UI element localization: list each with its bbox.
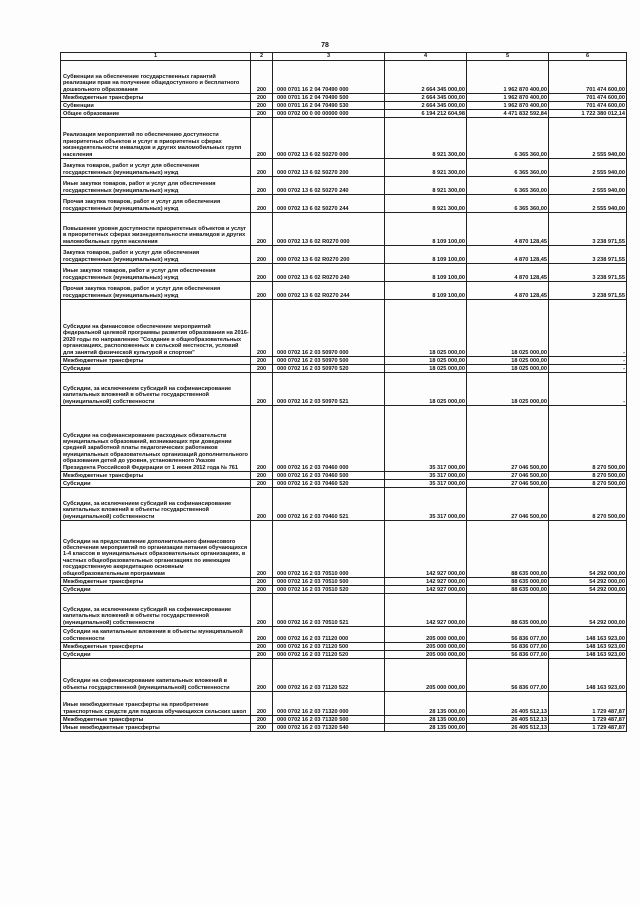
row-line-code: 200 — [251, 406, 273, 472]
table-row — [61, 195, 627, 213]
row-executed-amount: 26 405 512,13 — [467, 724, 549, 732]
row-budget-code: 000 0701 16 2 04 70490 530 — [273, 102, 385, 110]
table-row — [61, 159, 627, 177]
row-executed-amount: 18 025 000,00 — [467, 300, 549, 357]
column-number-5: 5 — [467, 53, 549, 61]
row-executed-amount: 1 962 870 400,00 — [467, 61, 549, 94]
row-approved-amount: 18 025 000,00 — [385, 300, 467, 357]
row-approved-amount: 205 000 000,00 — [385, 643, 467, 651]
row-executed-amount: 56 836 077,00 — [467, 643, 549, 651]
row-executed-amount: 88 635 000,00 — [467, 521, 549, 578]
row-budget-code: 000 0702 13 6 02 R0270 000 — [273, 213, 385, 246]
table-row — [61, 365, 627, 373]
row-name: Субсидии, за исключением субсидий на софинансирование капитальных вложений в объекты государственной (муниципальной) собственности — [61, 594, 251, 627]
row-budget-code: 000 0702 16 2 03 70510 521 — [273, 594, 385, 627]
row-line-code: 200 — [251, 480, 273, 488]
row-name: Субсидии — [61, 586, 251, 594]
row-budget-code: 000 0702 13 6 02 R0270 200 — [273, 246, 385, 264]
row-unexecuted-amount: 148 163 923,00 — [549, 643, 627, 651]
row-unexecuted-amount: 54 292 000,00 — [549, 594, 627, 627]
row-line-code: 200 — [251, 246, 273, 264]
row-executed-amount: 56 836 077,00 — [467, 651, 549, 659]
row-line-code: 200 — [251, 521, 273, 578]
row-executed-amount: 27 046 500,00 — [467, 406, 549, 472]
row-budget-code: 000 0702 16 2 03 70460 521 — [273, 488, 385, 521]
row-unexecuted-amount: 3 238 971,55 — [549, 246, 627, 264]
row-executed-amount: 26 405 512,13 — [467, 692, 549, 716]
row-name: Межбюджетные трансферты — [61, 94, 251, 102]
row-approved-amount: 142 927 000,00 — [385, 586, 467, 594]
row-budget-code: 000 0702 16 2 03 71320 000 — [273, 692, 385, 716]
table-row — [61, 300, 627, 357]
row-approved-amount: 35 317 000,00 — [385, 480, 467, 488]
row-unexecuted-amount: 148 163 923,00 — [549, 659, 627, 692]
row-budget-code: 000 0702 00 0 00 00000 000 — [273, 110, 385, 118]
column-number-4: 4 — [385, 53, 467, 61]
row-executed-amount: 88 635 000,00 — [467, 594, 549, 627]
row-line-code: 200 — [251, 472, 273, 480]
row-executed-amount: 27 046 500,00 — [467, 488, 549, 521]
row-executed-amount: 1 962 870 400,00 — [467, 94, 549, 102]
row-line-code: 200 — [251, 110, 273, 118]
table-row — [61, 61, 627, 94]
row-executed-amount: 6 365 360,00 — [467, 118, 549, 159]
row-budget-code: 000 0702 16 2 03 70460 520 — [273, 480, 385, 488]
row-unexecuted-amount: 8 270 500,00 — [549, 488, 627, 521]
row-line-code: 200 — [251, 357, 273, 365]
row-line-code: 200 — [251, 578, 273, 586]
row-unexecuted-amount: 54 292 000,00 — [549, 586, 627, 594]
row-approved-amount: 28 135 000,00 — [385, 692, 467, 716]
row-name: Иные межбюджетные трансферты — [61, 724, 251, 732]
table-row — [61, 627, 627, 643]
table-row — [61, 578, 627, 586]
row-budget-code: 000 0702 16 2 03 71320 540 — [273, 724, 385, 732]
row-unexecuted-amount: 148 163 923,00 — [549, 627, 627, 643]
row-line-code: 200 — [251, 659, 273, 692]
row-budget-code: 000 0702 16 2 03 70510 520 — [273, 586, 385, 594]
row-name: Субвенции на обеспечение государственных гарантий реализации прав на получение общедоступного и бесплатного дошкольного образования — [61, 61, 251, 94]
row-name: Межбюджетные трансферты — [61, 578, 251, 586]
table-row — [61, 716, 627, 724]
row-executed-amount: 56 836 077,00 — [467, 659, 549, 692]
row-unexecuted-amount: 701 474 600,00 — [549, 61, 627, 94]
row-budget-code: 000 0702 16 2 03 70460 500 — [273, 472, 385, 480]
table-row — [61, 406, 627, 472]
table-row — [61, 246, 627, 264]
row-approved-amount: 35 317 000,00 — [385, 488, 467, 521]
row-unexecuted-amount: 8 270 500,00 — [549, 472, 627, 480]
row-line-code: 200 — [251, 594, 273, 627]
row-executed-amount: 6 365 360,00 — [467, 159, 549, 177]
row-budget-code: 000 0702 16 2 03 71120 500 — [273, 643, 385, 651]
row-executed-amount: 4 870 128,45 — [467, 246, 549, 264]
row-unexecuted-amount: 8 270 500,00 — [549, 480, 627, 488]
row-name: Закупка товаров, работ и услуг для обеспечения государственных (муниципальных) нужд — [61, 159, 251, 177]
row-budget-code: 000 0701 16 2 04 70490 500 — [273, 94, 385, 102]
table-row — [61, 724, 627, 732]
row-approved-amount: 8 109 100,00 — [385, 246, 467, 264]
row-budget-code: 000 0702 16 2 03 70460 000 — [273, 406, 385, 472]
row-name: Субсидии на финансовое обеспечение мероприятий федеральной целевой программы развития образования на 2016-2020 годы по направлению "Создание в общеобразовательных организациях, расположенных в сельской местности, условий для занятий физической культурой и спортом" — [61, 300, 251, 357]
row-unexecuted-amount: 701 474 600,00 — [549, 94, 627, 102]
table-row — [61, 643, 627, 651]
row-executed-amount: 6 365 360,00 — [467, 195, 549, 213]
row-line-code: 200 — [251, 365, 273, 373]
row-unexecuted-amount: 2 555 940,00 — [549, 159, 627, 177]
row-name: Прочая закупка товаров, работ и услуг для обеспечения государственных (муниципальных) нужд — [61, 282, 251, 300]
row-line-code: 200 — [251, 300, 273, 357]
row-unexecuted-amount: - — [549, 300, 627, 357]
row-unexecuted-amount: 1 722 380 012,14 — [549, 110, 627, 118]
row-approved-amount: 28 135 000,00 — [385, 716, 467, 724]
row-unexecuted-amount: 54 292 000,00 — [549, 521, 627, 578]
row-line-code: 200 — [251, 724, 273, 732]
row-unexecuted-amount: 8 270 500,00 — [549, 406, 627, 472]
row-budget-code: 000 0702 16 2 03 70510 500 — [273, 578, 385, 586]
row-budget-code: 000 0702 13 6 02 50270 000 — [273, 118, 385, 159]
row-unexecuted-amount: 701 474 600,00 — [549, 102, 627, 110]
row-budget-code: 000 0702 16 2 03 50970 500 — [273, 357, 385, 365]
column-number-2: 2 — [251, 53, 273, 61]
row-name: Иные закупки товаров, работ и услуг для обеспечения государственных (муниципальных) нужд — [61, 177, 251, 195]
row-executed-amount: 26 405 512,13 — [467, 716, 549, 724]
row-line-code: 200 — [251, 195, 273, 213]
row-approved-amount: 8 109 100,00 — [385, 213, 467, 246]
row-executed-amount: 88 635 000,00 — [467, 586, 549, 594]
row-name: Субсидии на софинансирование капитальных вложений в объекты государственной (муниципальной) собственности — [61, 659, 251, 692]
row-name: Субсидии — [61, 365, 251, 373]
row-line-code: 200 — [251, 159, 273, 177]
row-budget-code: 000 0702 16 2 03 71120 522 — [273, 659, 385, 692]
column-number-row — [61, 53, 627, 61]
table-row — [61, 373, 627, 406]
row-name: Межбюджетные трансферты — [61, 357, 251, 365]
table-row — [61, 118, 627, 159]
row-approved-amount: 8 109 100,00 — [385, 282, 467, 300]
row-unexecuted-amount: 1 729 487,87 — [549, 716, 627, 724]
row-line-code: 200 — [251, 282, 273, 300]
row-executed-amount: 4 870 128,45 — [467, 264, 549, 282]
row-line-code: 200 — [251, 373, 273, 406]
row-line-code: 200 — [251, 586, 273, 594]
table-row — [61, 521, 627, 578]
table-row — [61, 488, 627, 521]
row-name: Межбюджетные трансферты — [61, 716, 251, 724]
row-budget-code: 000 0702 13 6 02 50270 244 — [273, 195, 385, 213]
row-unexecuted-amount: - — [549, 357, 627, 365]
budget-table — [60, 52, 627, 732]
row-approved-amount: 142 927 000,00 — [385, 578, 467, 586]
row-executed-amount: 4 870 128,45 — [467, 213, 549, 246]
row-approved-amount: 18 025 000,00 — [385, 357, 467, 365]
row-executed-amount: 18 025 000,00 — [467, 357, 549, 365]
row-budget-code: 000 0702 13 6 02 R0270 244 — [273, 282, 385, 300]
row-line-code: 200 — [251, 627, 273, 643]
row-unexecuted-amount: 3 238 971,55 — [549, 282, 627, 300]
row-line-code: 200 — [251, 213, 273, 246]
row-executed-amount: 1 962 870 400,00 — [467, 102, 549, 110]
row-unexecuted-amount: - — [549, 365, 627, 373]
row-name: Субсидии — [61, 651, 251, 659]
row-line-code: 200 — [251, 264, 273, 282]
row-budget-code: 000 0702 16 2 03 71120 000 — [273, 627, 385, 643]
row-approved-amount: 8 921 300,00 — [385, 195, 467, 213]
row-executed-amount: 6 365 360,00 — [467, 177, 549, 195]
column-number-6: 6 — [549, 53, 627, 61]
row-approved-amount: 8 109 100,00 — [385, 264, 467, 282]
row-line-code: 200 — [251, 177, 273, 195]
row-approved-amount: 6 194 212 604,98 — [385, 110, 467, 118]
row-executed-amount: 56 836 077,00 — [467, 627, 549, 643]
row-line-code: 200 — [251, 61, 273, 94]
row-approved-amount: 8 921 300,00 — [385, 118, 467, 159]
row-unexecuted-amount: 2 555 940,00 — [549, 177, 627, 195]
row-budget-code: 000 0702 16 2 03 71320 500 — [273, 716, 385, 724]
table-row — [61, 692, 627, 716]
row-name: Межбюджетные трансферты — [61, 643, 251, 651]
table-row — [61, 651, 627, 659]
row-unexecuted-amount: - — [549, 373, 627, 406]
table-row — [61, 94, 627, 102]
row-name: Субсидии, за исключением субсидий на софинансирование капитальных вложений в объекты государственной (муниципальной) собственности — [61, 488, 251, 521]
row-line-code: 200 — [251, 692, 273, 716]
row-executed-amount: 4 471 832 592,84 — [467, 110, 549, 118]
row-budget-code: 000 0702 13 6 02 50270 200 — [273, 159, 385, 177]
row-executed-amount: 18 025 000,00 — [467, 373, 549, 406]
row-budget-code: 000 0702 13 6 02 R0270 240 — [273, 264, 385, 282]
table-row — [61, 264, 627, 282]
row-line-code: 200 — [251, 643, 273, 651]
row-name: Реализация мероприятий по обеспечению доступности приоритетных объектов и услуг в приоритетных сферах жизнедеятельности инвалидов и других маломобильных групп населения — [61, 118, 251, 159]
row-name: Прочая закупка товаров, работ и услуг для обеспечения государственных (муниципальных) нужд — [61, 195, 251, 213]
page-number: 78 — [321, 42, 329, 49]
row-approved-amount: 18 025 000,00 — [385, 365, 467, 373]
table-row — [61, 102, 627, 110]
row-approved-amount: 35 317 000,00 — [385, 472, 467, 480]
row-name: Иные закупки товаров, работ и услуг для обеспечения государственных (муниципальных) нужд — [61, 264, 251, 282]
row-budget-code: 000 0702 16 2 03 50970 521 — [273, 373, 385, 406]
row-approved-amount: 205 000 000,00 — [385, 627, 467, 643]
row-line-code: 200 — [251, 102, 273, 110]
row-line-code: 200 — [251, 651, 273, 659]
row-approved-amount: 8 921 300,00 — [385, 177, 467, 195]
row-unexecuted-amount: 3 238 971,55 — [549, 264, 627, 282]
row-executed-amount: 4 870 128,45 — [467, 282, 549, 300]
table-row — [61, 586, 627, 594]
row-name: Повышение уровня доступности приоритетных объектов и услуг в приоритетных сферах жизнедеятельности инвалидов и других маломобильных групп населения — [61, 213, 251, 246]
row-name: Субсидии на капитальные вложения в объекты муниципальной собственности — [61, 627, 251, 643]
table-row — [61, 480, 627, 488]
row-name: Межбюджетные трансферты — [61, 472, 251, 480]
row-budget-code: 000 0702 16 2 03 70510 000 — [273, 521, 385, 578]
row-budget-code: 000 0702 16 2 03 50970 520 — [273, 365, 385, 373]
row-name: Субсидии на софинансирование расходных обязательств муниципальных образований, возникающих при доведении средней заработной платы педагогических работников муниципальных образовательных организаций дополнительного образования детей до уровня, установленного Указом Президента Российской Федерации от 1 июня 2012 года № 761 — [61, 406, 251, 472]
row-approved-amount: 35 317 000,00 — [385, 406, 467, 472]
table-row — [61, 472, 627, 480]
row-unexecuted-amount: 1 729 487,87 — [549, 724, 627, 732]
table-row — [61, 357, 627, 365]
row-line-code: 200 — [251, 94, 273, 102]
row-name: Иные межбюджетные трансферты на приобретение транспортных средств для подвоза обучающихся сельских школ — [61, 692, 251, 716]
table-row — [61, 213, 627, 246]
row-name: Субвенции — [61, 102, 251, 110]
row-line-code: 200 — [251, 488, 273, 521]
row-name: Общее образование — [61, 110, 251, 118]
row-line-code: 200 — [251, 716, 273, 724]
row-approved-amount: 2 664 345 000,00 — [385, 102, 467, 110]
row-name: Субсидии — [61, 480, 251, 488]
row-unexecuted-amount: 54 292 000,00 — [549, 578, 627, 586]
row-unexecuted-amount: 3 238 971,55 — [549, 213, 627, 246]
row-unexecuted-amount: 2 555 940,00 — [549, 118, 627, 159]
row-approved-amount: 2 664 345 000,00 — [385, 61, 467, 94]
row-approved-amount: 8 921 300,00 — [385, 159, 467, 177]
table-row — [61, 659, 627, 692]
table-row — [61, 282, 627, 300]
row-approved-amount: 205 000 000,00 — [385, 651, 467, 659]
row-approved-amount: 142 927 000,00 — [385, 594, 467, 627]
row-approved-amount: 205 000 000,00 — [385, 659, 467, 692]
row-name: Субсидии, за исключением субсидий на софинансирование капитальных вложений в объекты государственной (муниципальной) собственности — [61, 373, 251, 406]
row-executed-amount: 27 046 500,00 — [467, 472, 549, 480]
row-budget-code: 000 0702 16 2 03 50970 000 — [273, 300, 385, 357]
table-row — [61, 594, 627, 627]
row-executed-amount: 88 635 000,00 — [467, 578, 549, 586]
row-line-code: 200 — [251, 118, 273, 159]
row-approved-amount: 2 664 345 000,00 — [385, 94, 467, 102]
row-approved-amount: 142 927 000,00 — [385, 521, 467, 578]
column-number-3: 3 — [273, 53, 385, 61]
row-unexecuted-amount: 1 729 487,87 — [549, 692, 627, 716]
row-budget-code: 000 0702 16 2 03 71120 520 — [273, 651, 385, 659]
table-row — [61, 177, 627, 195]
row-approved-amount: 18 025 000,00 — [385, 373, 467, 406]
table-row — [61, 110, 627, 118]
row-name: Закупка товаров, работ и услуг для обеспечения государственных (муниципальных) нужд — [61, 246, 251, 264]
row-budget-code: 000 0702 13 6 02 50270 240 — [273, 177, 385, 195]
row-unexecuted-amount: 148 163 923,00 — [549, 651, 627, 659]
row-approved-amount: 28 135 000,00 — [385, 724, 467, 732]
row-executed-amount: 27 046 500,00 — [467, 480, 549, 488]
row-budget-code: 000 0701 16 2 04 70490 000 — [273, 61, 385, 94]
row-name: Субсидии на предоставление дополнительного финансового обеспечения мероприятий по организации питания обучающихся 1-4 классов в муниципальных образовательных организациях, в частных общеобразовательных организациях по имеющим государственную аккредитацию основным общеобразовательным программам — [61, 521, 251, 578]
row-executed-amount: 18 025 000,00 — [467, 365, 549, 373]
row-unexecuted-amount: 2 555 940,00 — [549, 195, 627, 213]
column-number-1: 1 — [61, 53, 251, 61]
